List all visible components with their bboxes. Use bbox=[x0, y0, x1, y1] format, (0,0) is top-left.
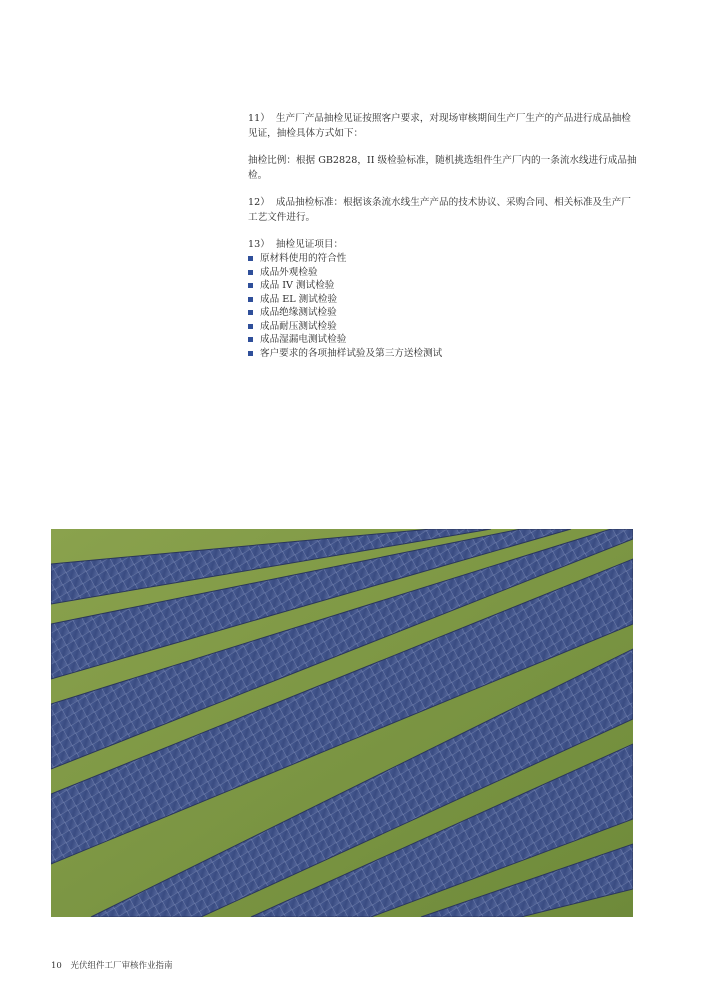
page-footer bbox=[51, 959, 173, 971]
list-item: 成品 IV 测试检验 bbox=[248, 279, 640, 293]
footer-title: 光伏组件工厂审核作业指南 bbox=[70, 961, 173, 971]
list-item: 原材料使用的符合性 bbox=[248, 252, 640, 266]
item-12-label: 12） bbox=[248, 197, 270, 208]
list-item: 成品湿漏电测试检验 bbox=[248, 333, 640, 347]
item-13-label: 13） bbox=[248, 239, 270, 250]
item-13 bbox=[248, 237, 640, 252]
inspection-items-list bbox=[248, 252, 640, 360]
bullet-square-icon bbox=[248, 283, 253, 288]
body-text bbox=[248, 111, 640, 360]
bullet-square-icon bbox=[248, 337, 253, 342]
item-11-label: 11） bbox=[248, 113, 270, 124]
bullet-square-icon bbox=[248, 310, 253, 315]
item-12-text: 成品抽检标准：根据该条流水线生产产品的技术协议、采购合同、相关标准及生产厂工艺文件进行。 bbox=[248, 197, 631, 223]
list-item: 成品耐压测试检验 bbox=[248, 320, 640, 334]
list-item: 成品绝缘测试检验 bbox=[248, 306, 640, 320]
bullet-square-icon bbox=[248, 324, 253, 329]
item-12 bbox=[248, 195, 640, 225]
item-11 bbox=[248, 111, 640, 141]
bullet-square-icon bbox=[248, 297, 253, 302]
bullet-square-icon bbox=[248, 351, 253, 356]
page-number: 10 bbox=[51, 961, 62, 971]
list-item: 成品 EL 测试检验 bbox=[248, 293, 640, 307]
bullet-square-icon bbox=[248, 256, 253, 261]
solar-panels-photo bbox=[51, 529, 633, 917]
list-item: 成品外观检验 bbox=[248, 266, 640, 280]
bullet-square-icon bbox=[248, 270, 253, 275]
solar-panels-illustration bbox=[51, 529, 633, 917]
item-13-text: 抽检见证项目： bbox=[275, 239, 344, 250]
item-11-text: 生产厂产品抽检见证按照客户要求，对现场审核期间生产厂生产的产品进行成品抽检见证，抽检具体方式如下： bbox=[248, 113, 631, 139]
list-item: 客户要求的各项抽样试验及第三方送检测试 bbox=[248, 347, 640, 361]
sampling-ratio: 抽检比例：根据 GB2828，II 级检验标准，随机挑选组件生产厂内的一条流水线进行成品抽检。 bbox=[248, 155, 637, 181]
